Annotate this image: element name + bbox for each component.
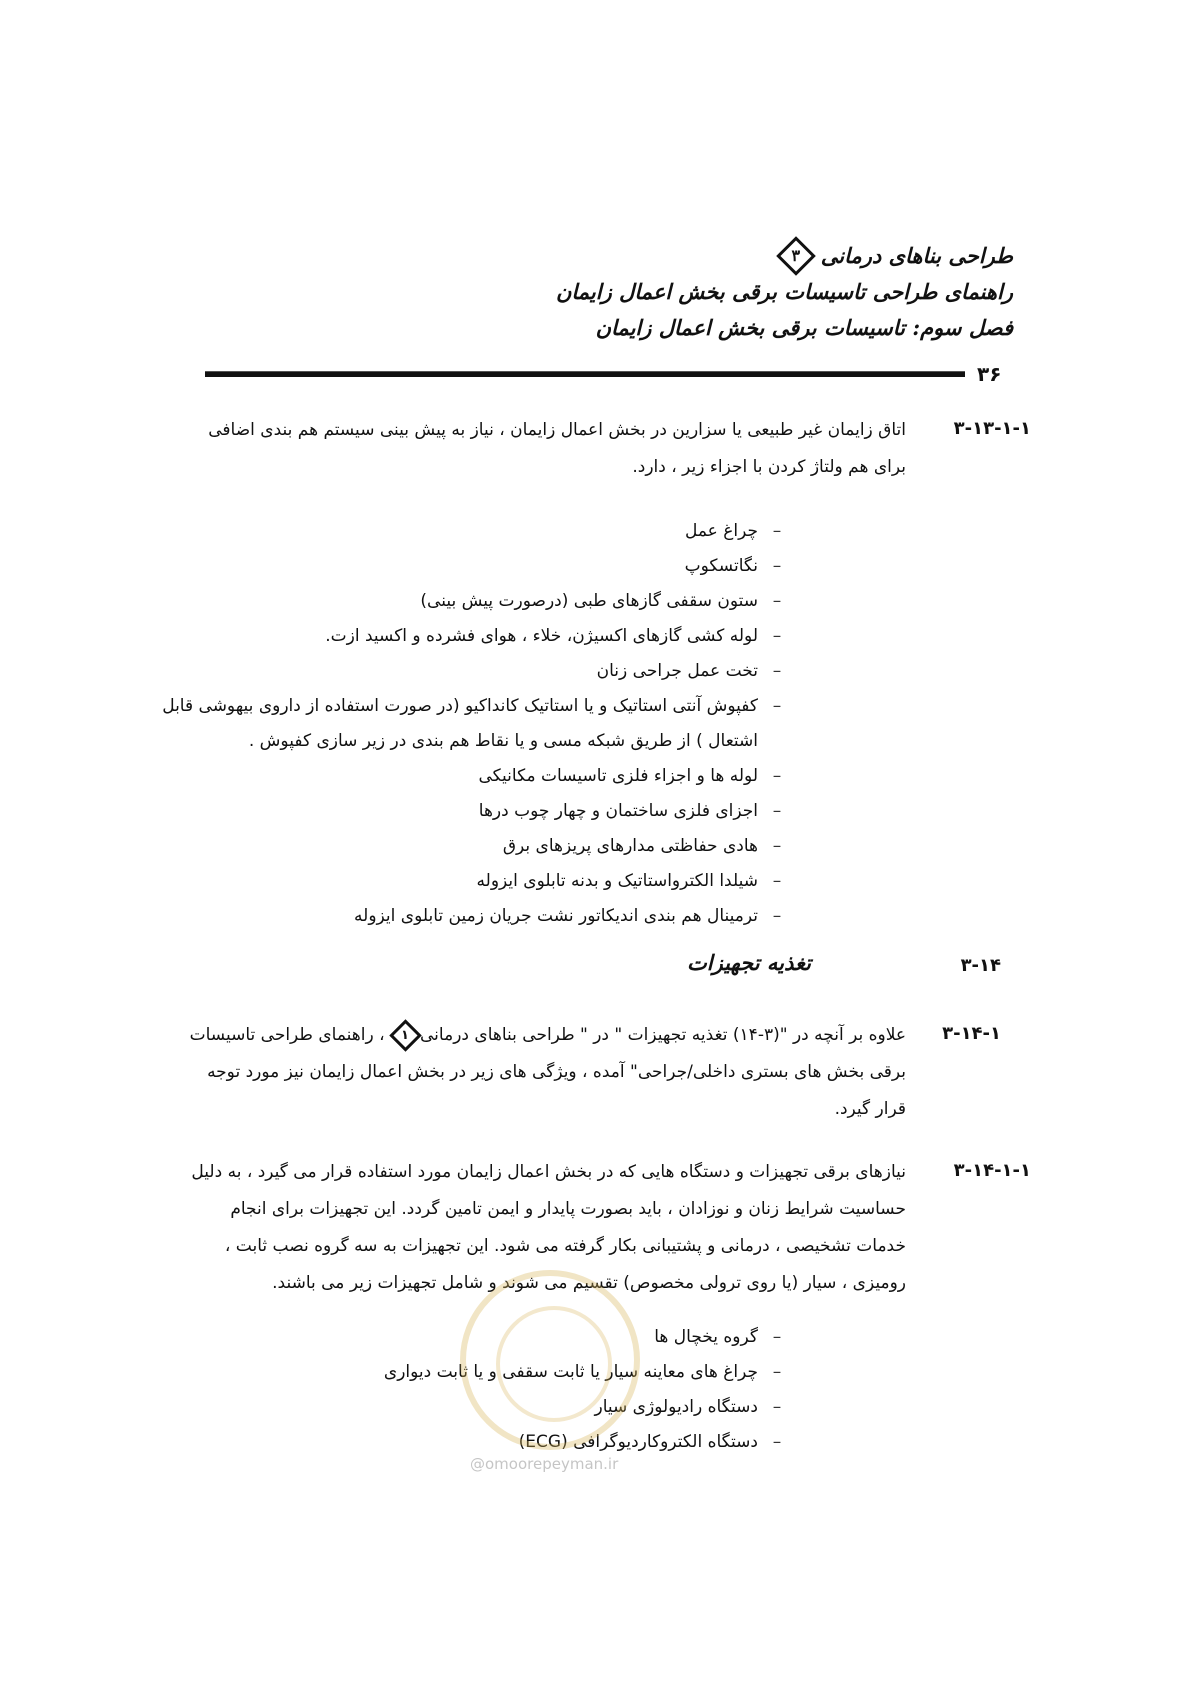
section-1-intro: اتاق زایمان غیر طبیعی یا سزارین در بخش اعمال زایمان ، نیاز به پیش بینی سیستم هم بندی اضافی برای هم ولتاژ کردن با اجزاء زیر ، دارد. xyxy=(208,420,906,477)
page-header xyxy=(556,238,1013,346)
list-item: – کفپوش آنتی استاتیک و یا استاتیک کانداکیو (در صورت استفاده از داروی بیهوشی قابل اشتعال ) از طریق شبکه مسی و یا نقاط هم بندی در زیر سازی کفپوش . xyxy=(162,696,782,751)
list-item: – ستون سقفی گازهای طبی (درصورت پیش بینی) xyxy=(420,591,782,611)
reference-number-diamond-icon xyxy=(390,1022,420,1048)
list-item: – چراغ های معاینه سیار یا ثابت سقفی و یا ثابت دیواری xyxy=(383,1362,782,1382)
chapter-title: فصل سوم: تاسیسات برقی بخش اعمال زایمان xyxy=(595,315,1013,340)
list-item: – هادی حفاظتی مدارهای پریزهای برق xyxy=(502,836,782,856)
section-1-list xyxy=(156,514,796,934)
list-item: – چراغ عمل xyxy=(684,521,782,541)
list-item: – اجزای فلزی ساختمان و چهار چوب درها xyxy=(478,801,782,821)
watermark-seal-icon xyxy=(460,1270,640,1450)
section-3-text-after: ، راهنمای طراحی تاسیسات برقی بخش های بستری داخلی/جراحی" آمده ، ویژگی های زیر در بخش اعمال زایمان نیز مورد توجه قرار گیرد. xyxy=(189,1025,906,1119)
list-item: – نگاتسکوپ xyxy=(684,556,782,576)
section-4-text: نیازهای برقی تجهیزات و دستگاه هایی که در بخش اعمال زایمان مورد استفاده قرار می گیرد ، به دلیل حساسیت شرایط زنان و نوزادان ، باید بصورت پایدار و ایمن تامین گردد. این تجهیزات برای انجام خدمات تشخیصی ، درمانی و پشتیبانی بکار گرفته می شود. این تجهیزات به سه گروه نصب ثابت ، رومیزی ، سیار (یا روی ترولی مخصوص) تقسیم می شوند و شامل تجهیزات زیر می باشند. xyxy=(191,1162,906,1293)
section-2-number: ۳-۱۴ xyxy=(960,955,1001,976)
section-4-number: ۳-۱۴-۱-۱ xyxy=(953,1160,1031,1181)
section-1-number: ۳-۱۳-۱-۱ xyxy=(953,418,1031,439)
list-item: – دستگاه الکتروکاردیوگرافی (ECG) xyxy=(518,1432,782,1452)
list-item: – تخت عمل جراحی زنان xyxy=(596,661,782,681)
section-2-title: تغذیه تجهیزات xyxy=(686,950,811,975)
page-number: ۳۶ xyxy=(977,362,1002,386)
series-number: ۳ xyxy=(791,246,801,265)
list-item: – ترمینال هم بندی اندیکاتور نشت جریان زمین تابلوی ایزوله xyxy=(354,906,782,926)
section-3-text xyxy=(186,1017,906,1128)
list-item: – لوله ها و اجزاء فلزی تاسیسات مکانیکی xyxy=(478,766,782,786)
series-title-line xyxy=(556,238,1013,274)
series-number-diamond-icon xyxy=(779,239,813,273)
list-item: – گروه یخچال ها xyxy=(654,1327,782,1347)
watermark-text: @omoorepeyman.ir xyxy=(470,1455,619,1473)
section-3-text-before: علاوه بر آنچه در "(۳-۱۴) تغذیه تجهیزات " در " طراحی بناهای درمانی xyxy=(420,1025,906,1045)
list-item: – شیلدا الکترواستاتیک و بدنه تابلوی ایزوله xyxy=(476,871,782,891)
series-title: طراحی بناهای درمانی xyxy=(820,243,1013,268)
header-divider xyxy=(205,371,965,377)
section-3-number: ۳-۱۴-۱ xyxy=(942,1023,1001,1044)
list-item: – لوله کشی گازهای اکسیژن، خلاء ، هوای فشرده و اکسید ازت. xyxy=(325,626,782,646)
header-rule xyxy=(205,364,1017,384)
reference-number: ۱ xyxy=(401,1027,409,1043)
guide-title: راهنمای طراحی تاسیسات برقی بخش اعمال زایمان xyxy=(555,279,1013,304)
list-item: – دستگاه رادیولوژی سیار xyxy=(594,1397,782,1417)
